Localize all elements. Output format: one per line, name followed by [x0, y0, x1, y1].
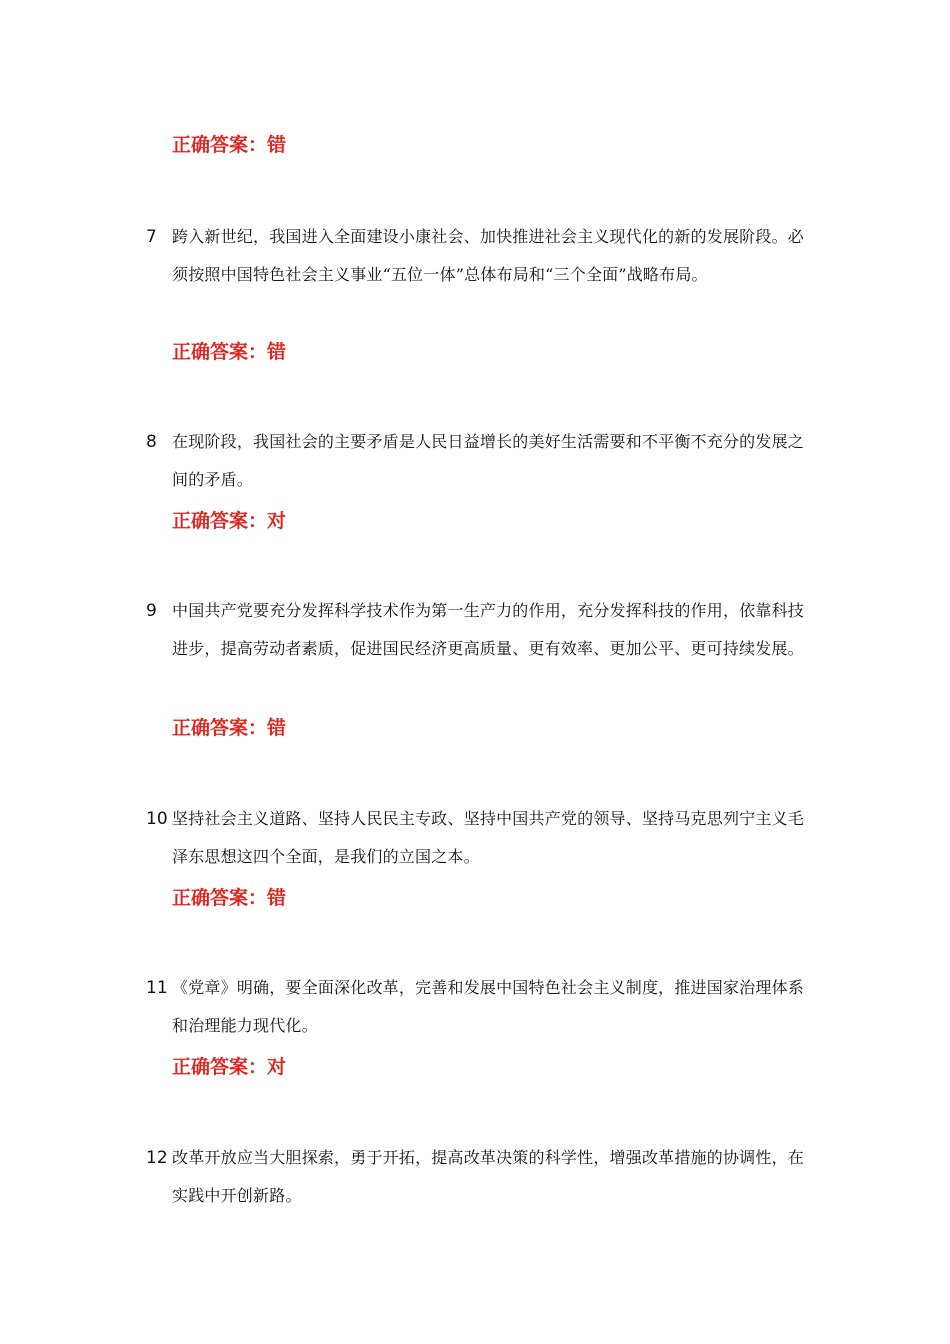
- answer-label: 正确答案：错: [172, 717, 287, 739]
- question-text: 中国共产党要充分发挥科学技术作为第一生产力的作用，充分发挥科技的作用，依靠科技进步，提高劳动者素质，促进国民经济更高质量、更有效率、更加公平、更可持续发展。: [172, 601, 804, 658]
- answer-label: 正确答案：错: [172, 134, 287, 156]
- question-text: 在现阶段，我国社会的主要矛盾是人民日益增长的美好生活需要和不平衡不充分的发展之间的矛盾。: [172, 432, 804, 489]
- question-text: 改革开放应当大胆探索，勇于开拓，提高改革决策的科学性，增强改革措施的协调性，在实践中开创新路。: [172, 1148, 804, 1205]
- question-text: 《党章》明确，要全面深化改革，完善和发展中国特色社会主义制度，推进国家治理体系和治理能力现代化。: [172, 978, 804, 1035]
- question-text: 跨入新世纪，我国进入全面建设小康社会、加快推进社会主义现代化的新的发展阶段。必须按照中国特色社会主义事业“五位一体”总体布局和“三个全面”战略布局。: [172, 227, 804, 284]
- question-number: 11: [146, 978, 168, 998]
- question-number: 10: [146, 809, 168, 829]
- question-text: 坚持社会主义道路、坚持人民民主专政、坚持中国共产党的领导、坚持马克思列宁主义毛泽东思想这四个全面，是我们的立国之本。: [172, 809, 804, 866]
- question-number: 8: [146, 432, 157, 452]
- question-item: [146, 218, 806, 294]
- question-item: [146, 1139, 806, 1215]
- answer-label: 正确答案：对: [172, 1056, 287, 1078]
- question-number: 12: [146, 1148, 168, 1168]
- question-item: [146, 423, 806, 499]
- question-number: 9: [146, 601, 157, 621]
- question-item: [146, 969, 806, 1045]
- answer-label: 正确答案：错: [172, 341, 287, 363]
- question-number: 7: [146, 227, 157, 247]
- answer-label: 正确答案：对: [172, 510, 287, 532]
- answer-label: 正确答案：错: [172, 887, 287, 909]
- question-item: [146, 800, 806, 876]
- question-item: [146, 592, 806, 668]
